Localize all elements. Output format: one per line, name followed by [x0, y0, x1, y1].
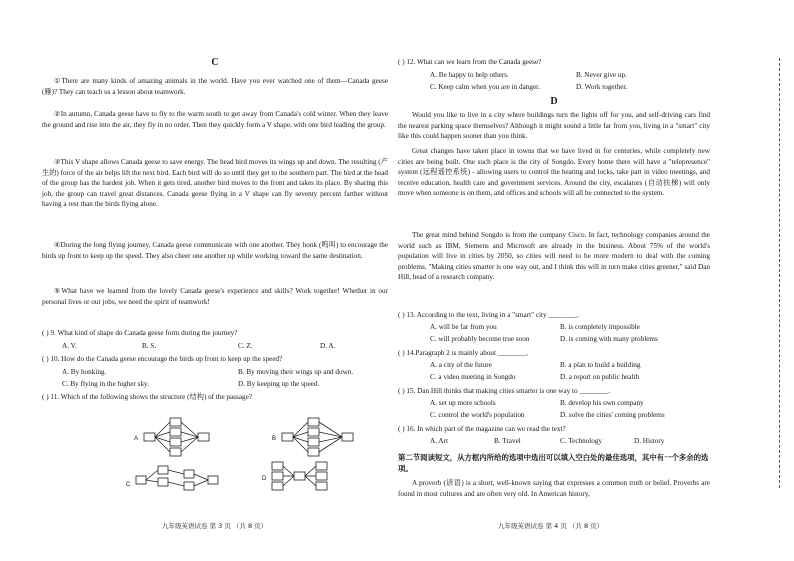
- q10-option-a[interactable]: A. By honking.: [62, 368, 107, 376]
- question-15-options: [398, 398, 710, 420]
- question-13-stem: ( ) 13. According to the text, living in a "smart" city ________.: [398, 311, 579, 319]
- q10-option-b[interactable]: B. By moving their wings up and down.: [238, 368, 354, 376]
- section-d-title: D: [550, 96, 558, 107]
- diagram-c[interactable]: [136, 466, 218, 490]
- q13-option-b[interactable]: B. is completely impossible: [560, 323, 640, 331]
- q9-option-d[interactable]: D. A.: [320, 342, 336, 350]
- diagram-label-d: D: [262, 476, 267, 482]
- question-10-options: [42, 367, 388, 389]
- q14-option-c[interactable]: C. a video meeting in Songdo: [430, 373, 516, 381]
- q9-option-a[interactable]: A. V.: [62, 342, 77, 350]
- question-9-options: [42, 341, 388, 351]
- diagram-label-a: A: [134, 436, 139, 442]
- structure-diagrams: [126, 410, 388, 498]
- left-page-footer: 九年级英语试卷 第 3 页 （共 8 页）: [162, 522, 268, 530]
- q13-option-c[interactable]: C. will probably become true soon: [430, 335, 530, 343]
- question-11-stem: ( ) 11. Which of the following shows the structure (结构) of the passage?: [42, 393, 252, 401]
- question-14-options: [398, 360, 710, 382]
- diagram-b[interactable]: [282, 418, 353, 456]
- q15-option-a[interactable]: A. set up more schools: [430, 399, 496, 407]
- q14-option-a[interactable]: A. a city of the future: [430, 361, 492, 369]
- q9-option-b[interactable]: B. S.: [142, 342, 157, 350]
- passage-c-paragraph-1: ①There are many kinds of amazing animals in the world. Have you ever watched one of them—Canada geese (雁)? They can teach us a lesson about teamwork.: [42, 77, 388, 96]
- passage-c-paragraph-2: ②In autumn, Canada geese have to fly to the warm south to get away from Canada's cold winter. When they leave the ground and rise into the air, they fly in no order. Then they quickly form a V shape, with one bird leading the group.: [42, 110, 388, 129]
- question-16-options: [398, 436, 710, 446]
- q16-option-d[interactable]: D. History: [634, 437, 665, 445]
- q9-option-c[interactable]: C. Z.: [238, 342, 253, 350]
- section-2-instructions: 第二节阅读短文，从方框内所给的选项中选出可以填入空白处的最佳选项，其中有一个多余的选项。: [398, 453, 709, 473]
- question-13-options: [398, 322, 710, 344]
- q10-option-c[interactable]: C. By flying in the higher sky.: [62, 380, 149, 388]
- diagram-label-c: C: [126, 482, 131, 488]
- q12-option-a[interactable]: A. Be happy to help others.: [430, 71, 509, 79]
- q16-option-c[interactable]: C. Technology: [560, 437, 603, 445]
- diagram-d[interactable]: [272, 462, 327, 490]
- question-14-stem: ( ) 14.Paragraph 2 is mainly about ________.: [398, 349, 529, 357]
- q12-option-d[interactable]: D. Work together.: [576, 83, 628, 91]
- passage-d-paragraph-2: Great changes have taken place in towns that we have lived in for centuries, while completely new cities are being built. One such place is the city of Songdo. Every home there will have a "telepresence" system (远程遥控系统) - allowing users to control the heating and locks, take part in video meetings, and receive education, health care and government services. Around the city, escalators (自动扶梯) will only move when someone is on them, and offices and schools will all be connected to the system.: [398, 147, 710, 198]
- q15-option-d[interactable]: D. solve the cities' coming problems: [560, 411, 665, 419]
- right-page: [398, 0, 710, 561]
- q14-option-d[interactable]: D. a report on public health: [560, 373, 640, 381]
- q16-option-a[interactable]: A. Art: [430, 437, 448, 445]
- q12-option-b[interactable]: B. Never give up.: [576, 71, 627, 79]
- section-c-title: C: [211, 57, 219, 68]
- q14-option-b[interactable]: B. a plan to build a building: [560, 361, 641, 369]
- question-10-stem: ( ) 10. How do the Canada geese encourage the birds up front to keep up the speed?: [42, 355, 283, 363]
- q10-option-d[interactable]: D. By keeping up the speed.: [238, 380, 320, 388]
- q13-option-d[interactable]: D. is coming with many problems: [560, 335, 658, 343]
- question-15-stem: ( ) 15. Dan Hill thinks that making cities smarter is one way to ________.: [398, 387, 610, 395]
- diagram-a[interactable]: [144, 418, 209, 456]
- right-page-footer: 九年级英语试卷 第 4 页 （共 8 页）: [498, 522, 604, 530]
- q13-option-a[interactable]: A. will be far from you: [430, 323, 497, 331]
- left-page: [42, 0, 388, 561]
- passage-c-paragraph-5: ⑤What have we learned from the lovely Canada geese's experience and skills? Work together! Whether in our personal lives or our jobs, we need the spirit of teamwork!: [42, 287, 388, 306]
- q15-option-c[interactable]: C. control the world's population: [430, 411, 525, 419]
- question-16-stem: ( ) 16. In which part of the magazine can we read the text?: [398, 425, 566, 433]
- passage-d-paragraph-3: The great mind behind Songdo is from the company Cisco. In fact, technology companies around the world such as IBM, Siemens and Microsoft are already in the business. About 75% of the world's population will live in cities by 2050, so cities will need to be more modern to deal with the coming problems. "Making cities smarter is one way out, and I think this will in turn make cities greener," said Dan Hill, head of a research company.: [398, 231, 710, 282]
- question-12-options: [398, 70, 710, 92]
- passage-c-paragraph-4: ④During the long flying journey, Canada geese communicate with one another. They honk (鸣叫) to encourage the birds up front to keep up the speed. They also cheer one another up while working toward the same destination.: [42, 241, 388, 260]
- binding-margin-dashed-line: [775, 58, 780, 488]
- passage-d-paragraph-1: Would you like to live in a city where buildings turn the lights off for you, and self-driving cars find the nearest parking space themselves? Although it might sound a little far from you, living in a "smart" city like this could happen sooner than you think.: [398, 111, 710, 141]
- proverb-paragraph: A proverb (谚语) is a short, well-known saying that expresses a common truth or belief. Proverbs are found in most cultures and are often very old. In American history,: [398, 479, 710, 498]
- passage-c-paragraph-3: ③This V shape allows Canada geese to save energy. The head bird moves its wings up and down. The resulting (产生的) force of the air helps lift the next bird. Each bird will do so until they get to the southern part. The bird at the head of the group has the hardest job. When it gets tired, another bird moves to the front and takes its place. By sharing this job, the group can travel great distances. Canada geese flying in a V shape can fly seventy percent farther without having a rest than the birds flying alone.: [42, 158, 388, 209]
- question-9-stem: ( ) 9. What kind of shape do Canada geese form during the journey?: [42, 329, 238, 337]
- q15-option-b[interactable]: B. develop his own company: [560, 399, 644, 407]
- diagram-label-b: B: [272, 436, 277, 442]
- q12-option-c[interactable]: C. Keep calm when you are in danger.: [430, 83, 540, 91]
- q16-option-b[interactable]: B. Travel: [494, 437, 521, 445]
- question-12-stem: ( ) 12. What can we learn from the Canada geese?: [398, 58, 542, 66]
